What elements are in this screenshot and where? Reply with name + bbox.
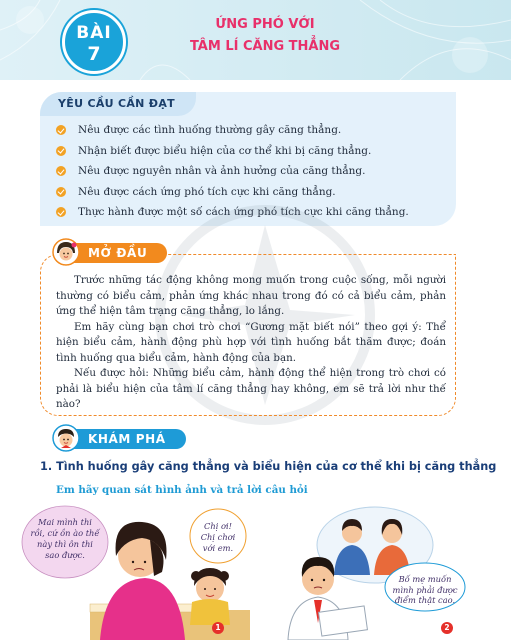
requirement-item	[56, 141, 409, 162]
intro-paragraph: Em hãy cùng bạn chơi trò chơi “Gương mặt biết nói” theo gợi ý: Thể hiện biểu cảm, hành động phù hợp với tình huống bắt thăm được; đoán tình huống qua biểu cảm, hành động của bạn.	[56, 320, 446, 364]
intro-banner	[62, 242, 167, 264]
explore-banner-pill	[62, 429, 186, 449]
explore-banner	[62, 428, 186, 450]
lesson-word: BÀI	[76, 23, 112, 43]
illustration-marker-1: 1	[212, 622, 224, 634]
illustration-pressured-student	[270, 505, 470, 640]
illustration-marker-2: 2	[441, 622, 453, 634]
requirement-text: Nêu được nguyên nhân và ảnh hưởng của căng thẳng.	[78, 165, 366, 178]
girl-avatar-icon	[52, 238, 80, 266]
check-circle-icon	[56, 207, 66, 217]
requirements-title: YÊU CẦU CẦN ĐẠT	[58, 97, 175, 110]
speech-bubble-3	[390, 574, 460, 606]
bubble-line: này thì ôn thi	[37, 539, 93, 549]
lesson-title-line1: ỨNG PHÓ VỚI	[215, 17, 315, 32]
speech-bubble-1	[26, 517, 104, 561]
bubble-line: sao được.	[45, 550, 85, 560]
lesson-title	[150, 14, 380, 58]
requirement-item	[56, 161, 409, 182]
lesson-header	[0, 0, 511, 80]
speech-bubble-2	[197, 521, 239, 554]
boy-avatar-icon	[52, 424, 80, 452]
requirement-text: Thực hành được một số cách ứng phó tích cực khi căng thẳng.	[78, 206, 409, 219]
bubble-line: Chị chơi	[200, 532, 236, 542]
section-heading: 1. Tình huống gây căng thẳng và biểu hiện của cơ thể khi bị căng thẳng	[40, 460, 497, 473]
bubble-line: điểm thật cao.	[394, 595, 456, 605]
lesson-badge	[62, 10, 126, 74]
requirement-item	[56, 182, 409, 203]
lesson-number: 7	[87, 43, 101, 65]
check-circle-icon	[56, 166, 66, 176]
explore-banner-label: KHÁM PHÁ	[88, 432, 166, 446]
section-subheading: Em hãy quan sát hình ảnh và trả lời câu hỏi	[56, 484, 308, 496]
bubble-line: Chị ơi!	[204, 521, 232, 531]
check-circle-icon	[56, 146, 66, 156]
intro-banner-label: MỞ ĐẦU	[88, 246, 148, 260]
requirement-text: Nêu được các tình huống thường gây căng thẳng.	[78, 124, 342, 137]
requirement-item	[56, 120, 409, 141]
bubble-line: rồi, cứ ồn ào thế	[30, 528, 100, 538]
bubble-line: Mai mình thi	[38, 517, 92, 527]
intro-paragraph: Nếu được hỏi: Những biểu cảm, hành động thể hiện trong trò chơi có phải là biểu hiện của tâm lí căng thẳng hay không, em sẽ trả lời như thế nào?	[56, 367, 446, 410]
bubble-line: Bố mẹ muốn	[398, 574, 452, 584]
intro-paragraph: Trước những tác động không mong muốn trong cuộc sống, mỗi người thường có biểu cảm, phản ứng khác nhau trong đó có cả biểu cảm, phản ứng thể hiện tâm trạng căng thẳng, lo lắng.	[56, 274, 446, 317]
requirement-text: Nhận biết được biểu hiện của cơ thể khi bị căng thẳng.	[78, 144, 372, 157]
check-circle-icon	[56, 125, 66, 135]
lesson-title-line2: TÂM LÍ CĂNG THẲNG	[189, 39, 341, 54]
requirement-text: Nêu được cách ứng phó tích cực khi căng thẳng.	[78, 185, 336, 198]
bubble-line: với em.	[202, 543, 234, 553]
check-circle-icon	[56, 187, 66, 197]
bubble-line: mình phải được	[392, 584, 458, 595]
intro-text	[56, 273, 446, 413]
intro-banner-pill	[62, 243, 167, 263]
